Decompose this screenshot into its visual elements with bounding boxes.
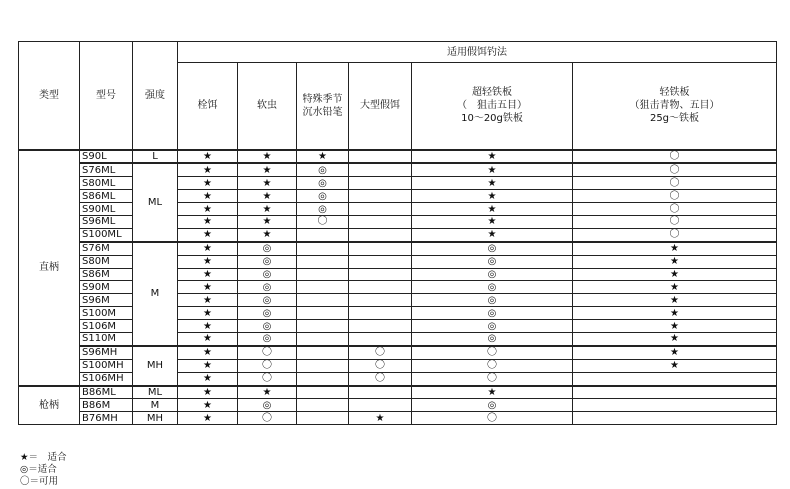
rating-cell: ★: [573, 346, 777, 359]
rating-cell: [349, 386, 412, 399]
header-method-line: （狙击青物、五目）: [629, 100, 720, 112]
table-row: [19, 228, 777, 241]
rating-cell: ★: [238, 215, 297, 228]
strength-cell: M: [133, 399, 178, 412]
rating-cell: [297, 412, 349, 425]
rating-cell: 〇: [573, 190, 777, 203]
rating-cell: ★: [178, 228, 238, 241]
header-method-2: [297, 63, 349, 150]
rating-cell: ★: [178, 255, 238, 268]
rating-cell: [349, 320, 412, 333]
rating-cell: ★: [412, 386, 573, 399]
model-cell: S76M: [80, 242, 133, 255]
rating-cell: ◎: [238, 307, 297, 320]
rating-cell: ★: [178, 399, 238, 412]
rating-cell: [297, 372, 349, 385]
rating-cell: 〇: [573, 163, 777, 176]
rating-cell: ★: [412, 228, 573, 241]
table-row: [19, 346, 777, 359]
rating-cell: ★: [412, 177, 573, 190]
rating-cell: ★: [178, 412, 238, 425]
rating-cell: [297, 294, 349, 307]
table-row: [19, 320, 777, 333]
legend-star: ★＝ 适合: [20, 452, 67, 463]
model-cell: S76ML: [80, 163, 133, 176]
header-method-line: 轻铁板: [659, 87, 690, 99]
rating-cell: ★: [238, 203, 297, 216]
rating-cell: ★: [297, 150, 349, 164]
strength-cell: L: [133, 150, 178, 164]
rating-cell: ★: [573, 359, 777, 372]
rating-cell: ★: [412, 190, 573, 203]
rating-cell: ★: [178, 190, 238, 203]
rating-cell: ◎: [238, 281, 297, 294]
rating-cell: 〇: [349, 372, 412, 385]
rod-lure-compatibility-table: [18, 41, 777, 425]
rating-cell: [297, 320, 349, 333]
rating-cell: ◎: [238, 294, 297, 307]
table-row: [19, 150, 777, 164]
legend-circle: 〇＝可用: [20, 476, 59, 487]
legend-double-circle: ◎＝适合: [20, 464, 57, 475]
rating-cell: ◎: [297, 163, 349, 176]
header-method-line: 10～20g铁板: [461, 113, 523, 125]
rating-cell: ◎: [238, 332, 297, 345]
model-cell: S100ML: [80, 228, 133, 241]
rating-cell: [297, 386, 349, 399]
rating-cell: ◎: [297, 203, 349, 216]
rating-cell: ◎: [297, 177, 349, 190]
rating-cell: ★: [238, 228, 297, 241]
rating-cell: ★: [238, 190, 297, 203]
rating-cell: ★: [178, 163, 238, 176]
rating-cell: 〇: [238, 372, 297, 385]
rating-cell: [297, 228, 349, 241]
strength-cell: ML: [133, 386, 178, 399]
rating-cell: ★: [178, 203, 238, 216]
model-cell: S110M: [80, 332, 133, 345]
table-row: [19, 242, 777, 255]
type-cell: 枪柄: [19, 386, 80, 425]
rating-cell: 〇: [573, 150, 777, 164]
model-cell: B76MH: [80, 412, 133, 425]
table-row: [19, 268, 777, 281]
rating-cell: 〇: [573, 203, 777, 216]
rating-cell: 〇: [412, 372, 573, 385]
rating-cell: ★: [412, 163, 573, 176]
strength-cell: MH: [133, 346, 178, 386]
header-method-line: 25g～铁板: [649, 113, 700, 125]
table-row: [19, 372, 777, 385]
rating-cell: ◎: [412, 307, 573, 320]
rating-cell: [349, 163, 412, 176]
model-cell: S90M: [80, 281, 133, 294]
model-cell: S100M: [80, 307, 133, 320]
rating-cell: [297, 281, 349, 294]
rating-cell: ★: [412, 203, 573, 216]
rating-cell: [297, 307, 349, 320]
header-method-line: （ 狙击五目）: [457, 100, 527, 112]
header-method-1: [238, 63, 297, 150]
header-model: 型号: [80, 42, 133, 150]
rating-cell: [349, 177, 412, 190]
model-cell: S86M: [80, 268, 133, 281]
rating-cell: [297, 242, 349, 255]
rating-cell: ★: [573, 255, 777, 268]
rating-cell: ★: [178, 359, 238, 372]
table-row: [19, 307, 777, 320]
header-method-3: [349, 63, 412, 150]
rating-cell: 〇: [573, 228, 777, 241]
table-row: [19, 215, 777, 228]
rating-cell: ◎: [238, 255, 297, 268]
strength-cell: MH: [133, 412, 178, 425]
rating-cell: [349, 399, 412, 412]
rating-cell: [297, 268, 349, 281]
model-cell: S100MH: [80, 359, 133, 372]
header-method-5: [573, 63, 777, 150]
table-row: [19, 255, 777, 268]
table-row: [19, 359, 777, 372]
rating-cell: 〇: [297, 215, 349, 228]
rating-cell: [349, 268, 412, 281]
rating-cell: [573, 399, 777, 412]
model-cell: S86ML: [80, 190, 133, 203]
strength-cell: M: [133, 242, 178, 346]
rating-cell: ★: [178, 386, 238, 399]
rating-cell: ★: [178, 294, 238, 307]
rating-cell: ★: [178, 332, 238, 345]
table-row: [19, 386, 777, 399]
table-row: [19, 332, 777, 345]
rating-cell: ★: [573, 281, 777, 294]
rating-cell: ◎: [412, 294, 573, 307]
header-method-line: 超轻铁板: [472, 87, 512, 99]
header-type: 类型: [19, 42, 80, 150]
rating-cell: [349, 255, 412, 268]
rating-cell: 〇: [238, 359, 297, 372]
rating-cell: [297, 255, 349, 268]
rating-cell: [349, 294, 412, 307]
rating-cell: ★: [238, 163, 297, 176]
rating-cell: 〇: [412, 346, 573, 359]
rating-cell: ★: [178, 215, 238, 228]
rating-cell: ★: [573, 320, 777, 333]
rating-cell: 〇: [412, 359, 573, 372]
model-cell: S106M: [80, 320, 133, 333]
rating-cell: 〇: [349, 346, 412, 359]
model-cell: B86M: [80, 399, 133, 412]
rating-cell: ◎: [412, 268, 573, 281]
rating-cell: 〇: [573, 215, 777, 228]
rating-cell: ★: [573, 242, 777, 255]
rating-cell: [349, 190, 412, 203]
header-method-line: 特殊季节: [302, 93, 343, 105]
rating-cell: [297, 346, 349, 359]
rating-cell: [297, 359, 349, 372]
table-row: [19, 399, 777, 412]
table-row: [19, 163, 777, 176]
header-method-line: 栓饵: [197, 100, 218, 112]
header-method-line: 软虫: [257, 100, 277, 112]
rating-cell: [349, 281, 412, 294]
rating-cell: ◎: [238, 399, 297, 412]
rating-cell: 〇: [349, 359, 412, 372]
type-cell: 直柄: [19, 150, 80, 386]
rating-cell: ★: [238, 177, 297, 190]
rating-cell: [349, 332, 412, 345]
rating-cell: ◎: [412, 255, 573, 268]
rating-cell: ★: [412, 215, 573, 228]
rating-cell: ★: [573, 307, 777, 320]
strength-cell: ML: [133, 163, 178, 241]
header-method-line: 大型假饵: [360, 100, 400, 112]
rating-cell: [349, 150, 412, 164]
rating-cell: ★: [178, 320, 238, 333]
rating-cell: ★: [178, 268, 238, 281]
table-row: [19, 294, 777, 307]
rating-cell: ★: [178, 307, 238, 320]
rating-cell: ◎: [412, 399, 573, 412]
rating-cell: ◎: [412, 242, 573, 255]
rating-cell: ◎: [297, 190, 349, 203]
rating-cell: 〇: [412, 412, 573, 425]
rating-cell: ★: [238, 150, 297, 164]
rating-cell: ◎: [412, 281, 573, 294]
rating-cell: ★: [178, 177, 238, 190]
header-method-line: 沉水铅笔: [302, 106, 343, 118]
rating-cell: ◎: [238, 242, 297, 255]
rating-cell: ◎: [238, 268, 297, 281]
table-row: [19, 281, 777, 294]
legend: [20, 452, 67, 488]
model-cell: S96M: [80, 294, 133, 307]
rating-cell: [349, 242, 412, 255]
rating-cell: 〇: [238, 346, 297, 359]
table-row: [19, 412, 777, 425]
model-cell: S106MH: [80, 372, 133, 385]
rating-cell: [297, 332, 349, 345]
header-method-4: [412, 63, 573, 150]
model-cell: S90ML: [80, 203, 133, 216]
model-cell: B86ML: [80, 386, 133, 399]
model-cell: S96ML: [80, 215, 133, 228]
model-cell: S96MH: [80, 346, 133, 359]
rating-cell: [573, 386, 777, 399]
rating-cell: ★: [573, 294, 777, 307]
header-strength: 强度: [133, 42, 178, 150]
rating-cell: ◎: [238, 320, 297, 333]
rating-cell: ★: [178, 372, 238, 385]
model-cell: S80ML: [80, 177, 133, 190]
table-row: [19, 203, 777, 216]
model-cell: S80M: [80, 255, 133, 268]
rating-cell: ★: [238, 386, 297, 399]
rating-cell: ★: [412, 150, 573, 164]
rating-cell: 〇: [573, 177, 777, 190]
model-cell: S90L: [80, 150, 133, 164]
rating-cell: ★: [178, 150, 238, 164]
table-row: [19, 190, 777, 203]
rating-cell: 〇: [238, 412, 297, 425]
rating-cell: [349, 203, 412, 216]
rating-cell: ◎: [412, 332, 573, 345]
rating-cell: ★: [349, 412, 412, 425]
rating-cell: [349, 307, 412, 320]
rating-cell: ★: [573, 332, 777, 345]
rating-cell: ★: [178, 346, 238, 359]
rating-cell: ★: [178, 242, 238, 255]
rating-cell: ★: [178, 281, 238, 294]
rating-cell: [573, 372, 777, 385]
rating-cell: [349, 228, 412, 241]
rating-cell: [297, 399, 349, 412]
rating-cell: [573, 412, 777, 425]
table-row: [19, 177, 777, 190]
header-method-0: [178, 63, 238, 150]
header-lure-methods: 适用假饵钓法: [178, 42, 777, 63]
rating-cell: ◎: [412, 320, 573, 333]
rating-cell: ★: [573, 268, 777, 281]
rating-cell: [349, 215, 412, 228]
